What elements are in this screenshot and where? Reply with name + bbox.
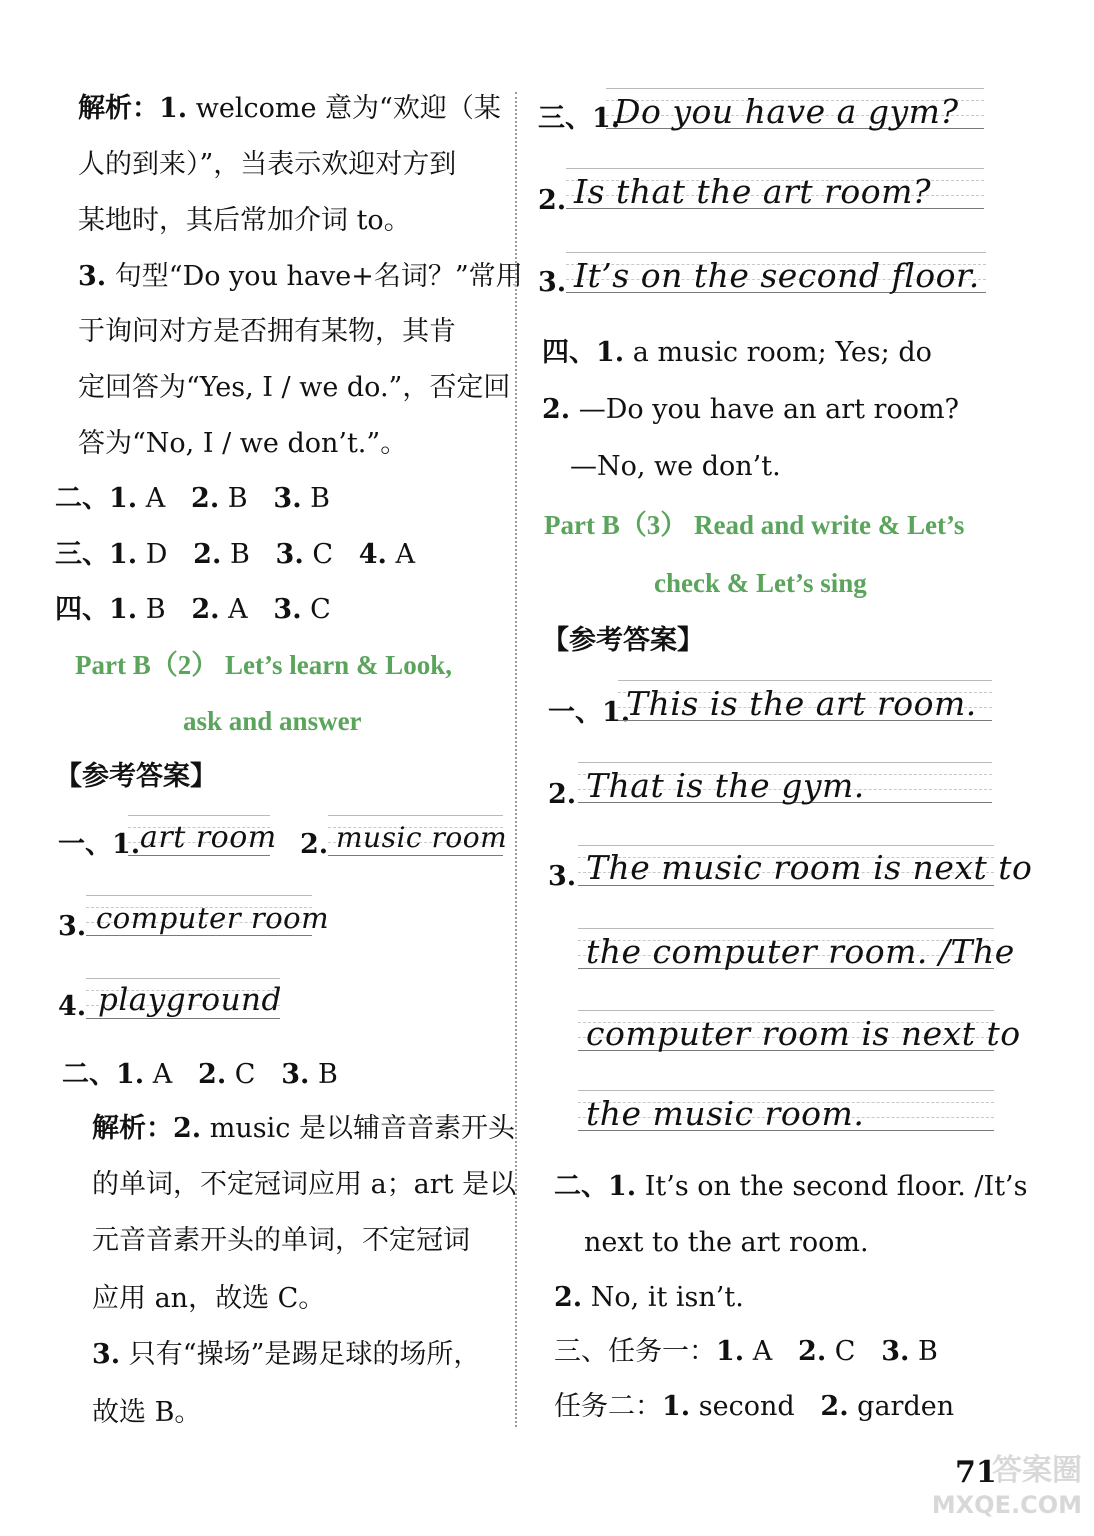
- answer-header: 【参考答案】: [55, 761, 217, 792]
- section-4-item2-reply: —No, we don’t.: [570, 451, 781, 482]
- analysis-1-line2: 人的到来）”，当表示欢迎对方到: [78, 149, 457, 180]
- section-3-answers: 三、1. D 2. B 3. C 4. A: [55, 539, 416, 570]
- handwritten-answer: It’s on the second floor.: [574, 256, 980, 295]
- item-label: 3.: [548, 861, 577, 892]
- handwritten-answer: This is the art room.: [626, 684, 977, 723]
- analysis-3-line3: 定回答为“Yes, I / we do.”，否定回: [78, 372, 511, 403]
- part-title: Part B（3） Read and write & Let’s: [544, 510, 965, 540]
- column-divider: [515, 92, 517, 1427]
- watermark: 答案圈 MXQE.COM: [931, 1453, 1082, 1519]
- analysis-3: 3. 句型“Do you have+名词？”常用: [78, 261, 523, 292]
- handwritten-answer: the music room.: [586, 1094, 865, 1133]
- analysis-3b-line2: 故选 B。: [92, 1397, 202, 1428]
- part-title-line2: check & Let’s sing: [654, 568, 867, 598]
- section-2-line2: next to the art room.: [584, 1227, 869, 1258]
- analysis-1-line3: 某地时，其后常加介词 to。: [78, 205, 411, 236]
- analysis-2-line4: 应用 an，故选 C。: [92, 1283, 326, 1314]
- section-3-task2: 任务二：1. second 2. garden: [554, 1391, 955, 1422]
- part-title-line2: ask and answer: [183, 706, 362, 736]
- analysis-2-line2: 的单词，不定冠词应用 a；art 是以: [92, 1169, 517, 1200]
- item-label: 4.: [58, 991, 87, 1022]
- handwritten-answer: playground: [98, 982, 282, 1018]
- section-4-item2: 2. —Do you have an art room?: [542, 394, 960, 425]
- section-3-task1: 三、任务一：1. A 2. C 3. B: [554, 1336, 938, 1367]
- analysis-1: 解析：1. welcome 意为“欢迎（某: [78, 93, 501, 124]
- right-column: [530, 0, 1094, 1536]
- handwritten-answer: computer room: [96, 901, 330, 935]
- handwritten-answer: computer room is next to: [586, 1014, 1021, 1053]
- section-4-answers: 四、1. a music room; Yes; do: [542, 337, 932, 368]
- item-label: 一、1.: [548, 697, 631, 728]
- answer-header: 【参考答案】: [542, 625, 704, 656]
- analysis-2-line3: 元音音素开头的单词，不定冠词: [92, 1225, 470, 1256]
- handwritten-answer: Is that the art room?: [574, 172, 932, 211]
- section-2-item2: 2. No, it isn’t.: [554, 1282, 744, 1313]
- item-label: 2.: [548, 779, 577, 810]
- item-label: 一、1.: [58, 829, 141, 860]
- left-column: [0, 0, 523, 1536]
- item-label: 2.: [300, 829, 329, 860]
- item-label: 三、1.: [538, 103, 621, 134]
- analysis-3b: 3. 只有“操场”是踢足球的场所，: [92, 1339, 481, 1370]
- section-2b-answers: 二、1. A 2. C 3. B: [62, 1059, 338, 1090]
- handwritten-answer: the computer room. /The: [586, 932, 1015, 971]
- part-title: Part B（2） Let’s learn & Look,: [75, 650, 452, 680]
- item-label: 2.: [538, 185, 567, 216]
- section-4-answers: 四、1. B 2. A 3. C: [55, 594, 331, 625]
- handwritten-answer: The music room is next to: [586, 848, 1033, 887]
- handwritten-answer: Do you have a gym?: [614, 92, 959, 131]
- handwritten-answer: art room: [140, 820, 277, 855]
- section-2-answers: 二、1. It’s on the second floor. /It’s: [554, 1171, 1028, 1202]
- section-2-answers: 二、1. A 2. B 3. B: [55, 483, 331, 514]
- handwritten-answer: music room: [336, 821, 508, 854]
- analysis-3-line4: 答为“No, I / we don’t.”。: [78, 428, 408, 459]
- analysis-3-line2: 于询问对方是否拥有某物，其肯: [78, 316, 456, 347]
- analysis-2: 解析：2. music 是以辅音音素开头: [92, 1113, 515, 1144]
- page-number: 71: [955, 1455, 997, 1490]
- item-label: 3.: [58, 911, 87, 942]
- handwritten-answer: That is the gym.: [586, 766, 865, 805]
- item-label: 3.: [538, 267, 567, 298]
